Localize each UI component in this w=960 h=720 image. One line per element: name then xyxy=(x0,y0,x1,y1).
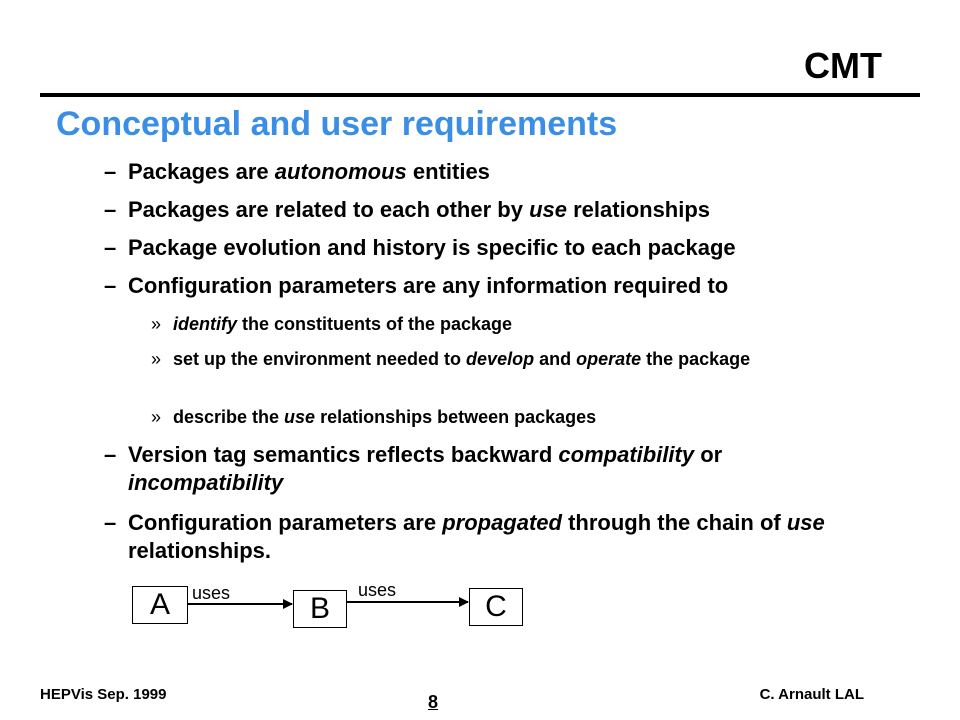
page-number: 8 xyxy=(428,692,439,712)
package-box-b: B xyxy=(293,590,347,628)
sub-marker: » xyxy=(151,314,162,334)
subbullet-describe-use: » describe the use relationships between packages xyxy=(151,407,597,427)
bullet-package-evolution: – Package evolution and history is specific to each package xyxy=(104,235,736,260)
bullet-use-relationships: – Packages are related to each other by use relationships xyxy=(104,197,711,222)
dash-marker: – xyxy=(104,197,117,222)
package-box-c: C xyxy=(469,588,523,626)
bullet-configuration-parameters: – Configuration parameters are any information required to xyxy=(104,273,729,298)
sub-marker: » xyxy=(151,407,162,427)
uses-label-b-c: uses xyxy=(358,580,397,600)
subbullet-identify: » identify the constituents of the package xyxy=(151,314,513,334)
slide-title: Conceptual and user requirements xyxy=(56,105,618,143)
dash-marker: – xyxy=(104,159,117,184)
package-box-a: A xyxy=(132,586,188,624)
dash-marker: – xyxy=(104,442,117,467)
dash-marker: – xyxy=(104,510,117,535)
bullet-propagated: – Configuration parameters are propagated through the chain of use relationships. xyxy=(104,510,825,563)
sub-marker: » xyxy=(151,349,162,369)
brand-label: CMT xyxy=(804,45,882,86)
footer-event: HEPVis Sep. 1999 xyxy=(40,686,167,703)
dash-marker: – xyxy=(104,273,117,298)
bullet-version-tag: – Version tag semantics reflects backward compatibility or incompatibility xyxy=(104,442,723,495)
dash-marker: – xyxy=(104,235,117,260)
subbullet-environment: » set up the environment needed to develop and operate the package xyxy=(151,349,751,369)
footer-author: C. Arnault LAL xyxy=(759,686,864,703)
uses-label-a-b: uses xyxy=(192,583,231,603)
bullet-autonomous: – Packages are autonomous entities xyxy=(104,159,490,184)
